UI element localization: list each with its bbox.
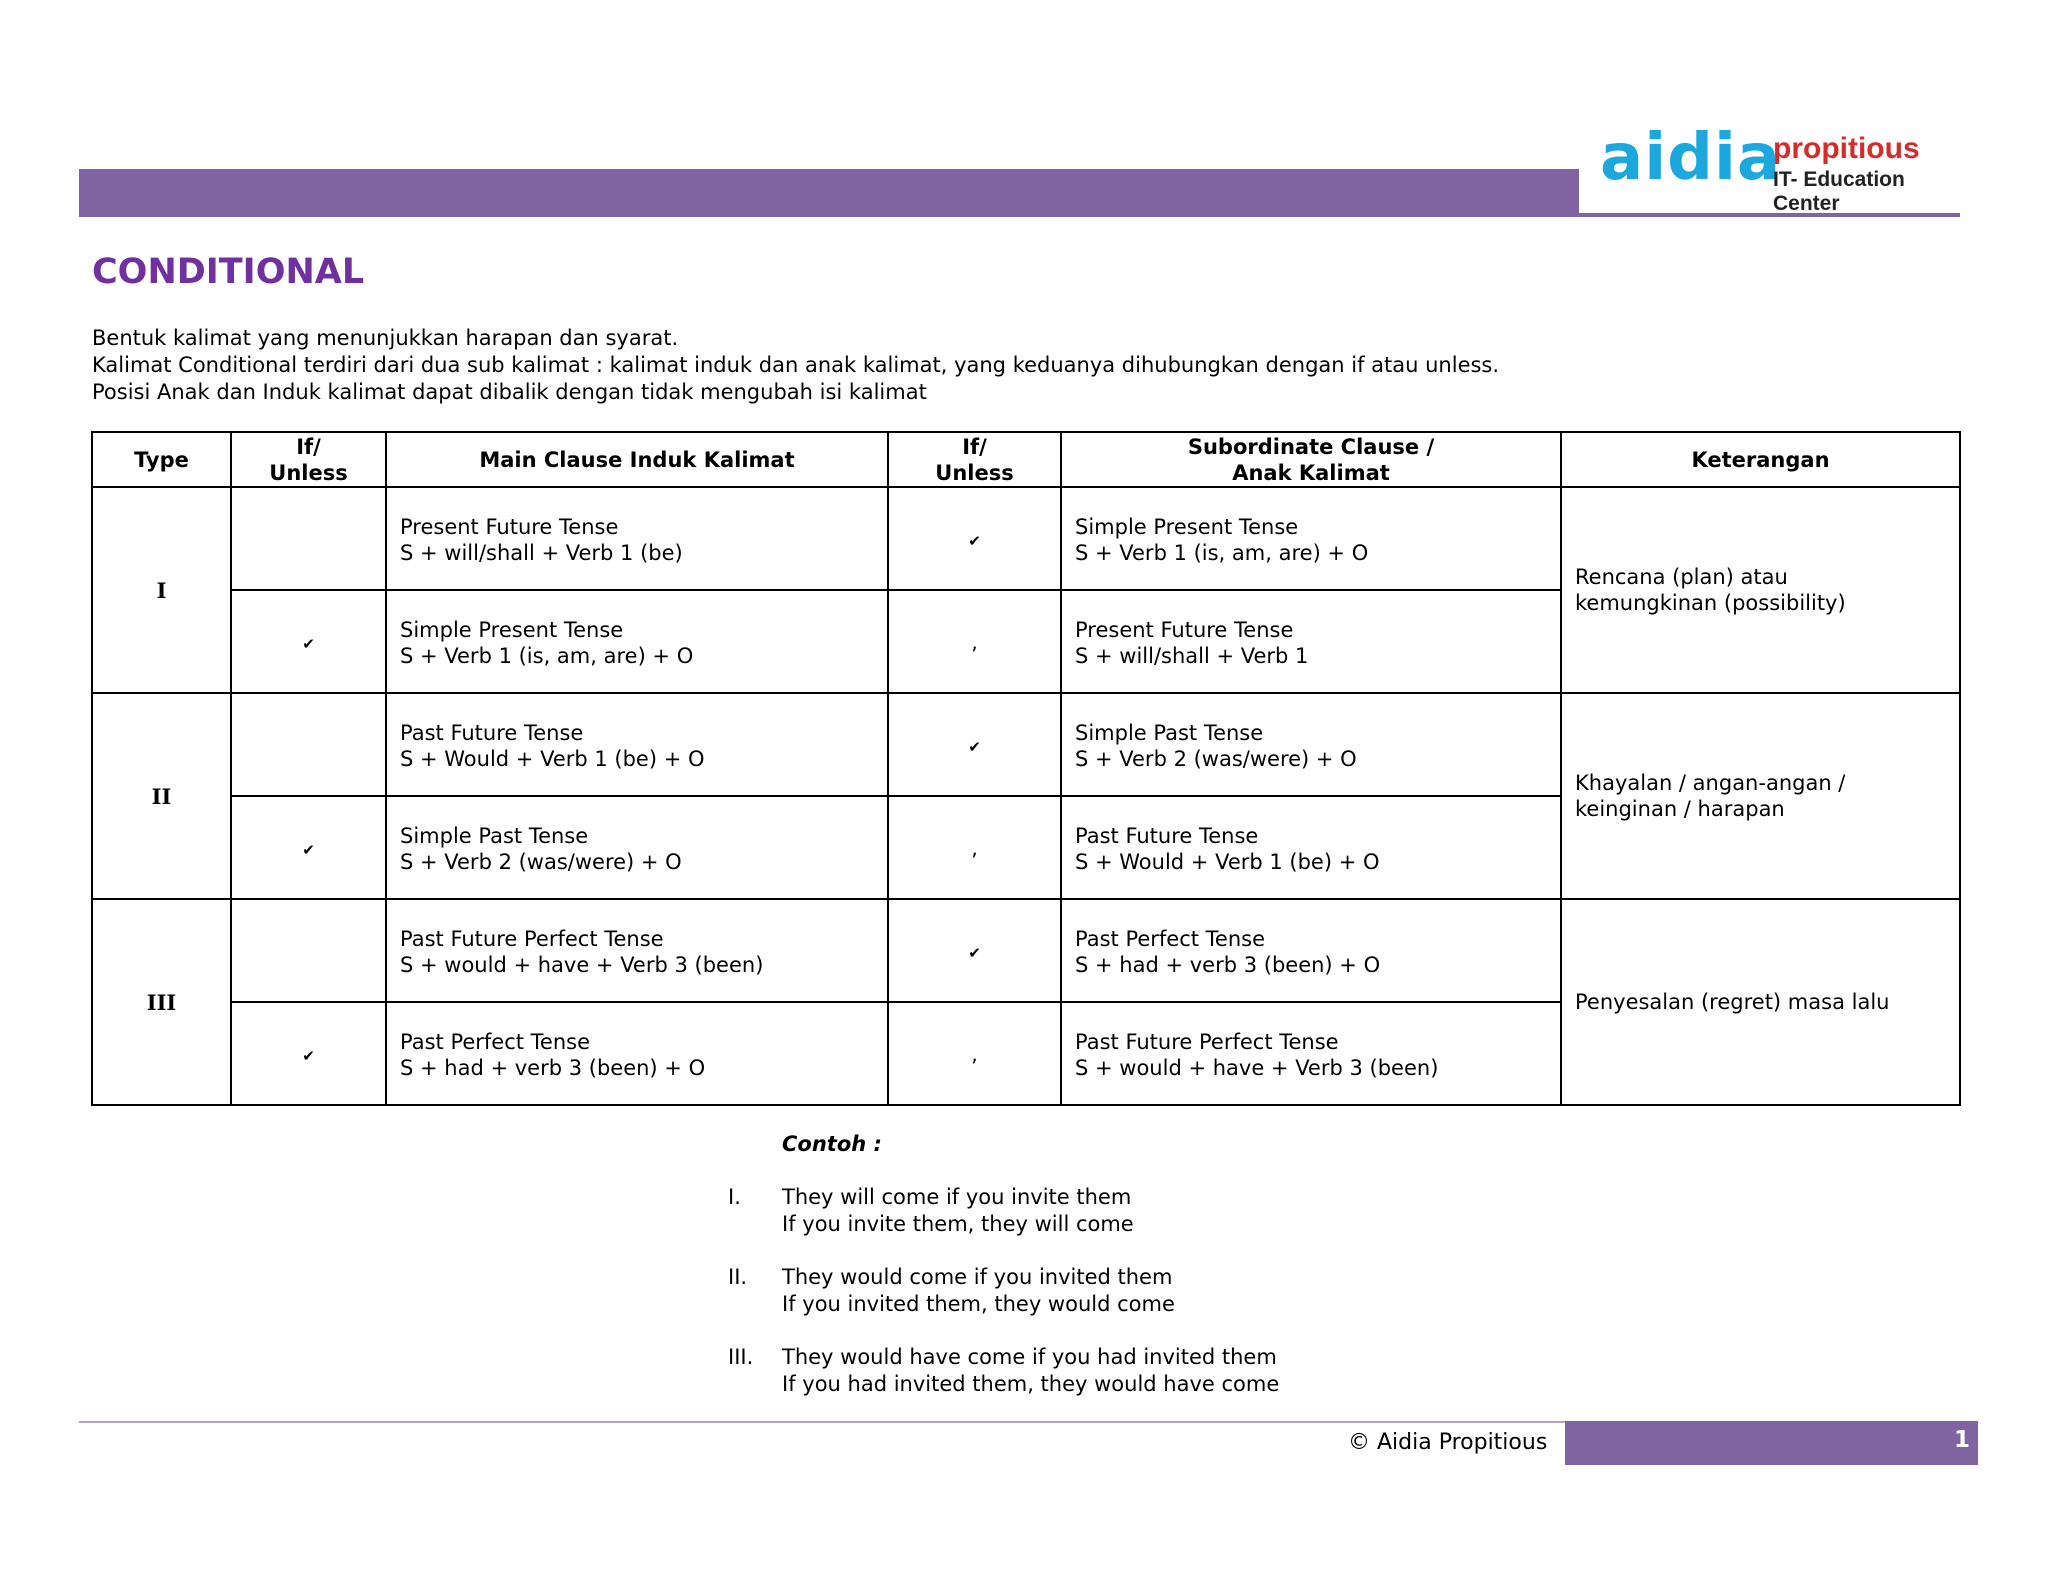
- table-row: [92, 693, 1960, 796]
- if-unless-cell: [888, 899, 1061, 1002]
- header-bar: [79, 169, 1579, 217]
- footer-bar: [1565, 1421, 1978, 1465]
- company-logo: [1600, 121, 1960, 215]
- example-sentence: If you invite them, they will come: [782, 1212, 1134, 1236]
- sub-clause-cell: Present Future Tense S + will/shall + Verb 1: [1061, 590, 1561, 693]
- logo-subtitle: IT- Education Center: [1773, 168, 1905, 215]
- intro-line: Posisi Anak dan Induk kalimat dapat dibalik dengan tidak mengubah isi kalimat: [92, 380, 927, 404]
- sub-clause-cell: Simple Past Tense S + Verb 2 (was/were) + O: [1061, 693, 1561, 796]
- intro-text: [92, 325, 1499, 406]
- main-clause-cell: Simple Past Tense S + Verb 2 (was/were) + O: [386, 796, 888, 899]
- example-number: II.: [728, 1265, 748, 1289]
- if-unless-cell: [231, 487, 386, 590]
- check-icon: ✔: [302, 634, 315, 653]
- header-if-unless: If/ Unless: [888, 432, 1061, 487]
- type-cell: III: [92, 899, 231, 1105]
- examples-heading: Contoh :: [782, 1132, 882, 1156]
- keterangan-cell: Rencana (plan) atau kemungkinan (possibility): [1561, 487, 1960, 693]
- keterangan-cell: Khayalan / angan-angan / keinginan / harapan: [1561, 693, 1960, 899]
- example-number: III.: [728, 1345, 754, 1369]
- main-clause-cell: Past Future Perfect Tense S + would + have + Verb 3 (been): [386, 899, 888, 1002]
- logo-wordmark: aidia: [1600, 121, 1782, 195]
- example-sentence: They would come if you invited them: [782, 1265, 1173, 1289]
- logo-tagline: propitious: [1773, 132, 1920, 165]
- type-cell: I: [92, 487, 231, 693]
- if-unless-cell: [231, 796, 386, 899]
- footer-line: [79, 1421, 1565, 1423]
- if-unless-cell: [888, 487, 1061, 590]
- table-row: [92, 899, 1960, 1002]
- conditional-table: [91, 431, 1961, 1106]
- check-icon: ✔: [968, 531, 981, 550]
- comma-cell: ,: [888, 796, 1061, 899]
- if-unless-cell: [231, 693, 386, 796]
- header-subordinate-clause: Subordinate Clause / Anak Kalimat: [1061, 432, 1561, 487]
- example-item: [728, 1344, 1279, 1398]
- intro-line: Kalimat Conditional terdiri dari dua sub kalimat : kalimat induk dan anak kalimat, yang keduanya dihubungkan dengan if atau unless.: [92, 353, 1500, 377]
- sub-clause-cell: Past Future Perfect Tense S + would + have + Verb 3 (been): [1061, 1002, 1561, 1105]
- sub-clause-cell: Past Future Tense S + Would + Verb 1 (be) + O: [1061, 796, 1561, 899]
- table-row: [92, 487, 1960, 590]
- example-sentence: They would have come if you had invited them: [782, 1345, 1277, 1369]
- comma-cell: ,: [888, 1002, 1061, 1105]
- sub-clause-cell: Simple Present Tense S + Verb 1 (is, am, are) + O: [1061, 487, 1561, 590]
- page-title: CONDITIONAL: [92, 252, 365, 292]
- keterangan-cell: Penyesalan (regret) masa lalu: [1561, 899, 1960, 1105]
- intro-line: Bentuk kalimat yang menunjukkan harapan dan syarat.: [92, 326, 679, 350]
- main-clause-cell: Simple Present Tense S + Verb 1 (is, am, are) + O: [386, 590, 888, 693]
- check-icon: ✔: [968, 737, 981, 756]
- page-number: 1: [1953, 1427, 1970, 1453]
- table-header-row: [92, 432, 1960, 487]
- example-number: I.: [728, 1185, 741, 1209]
- sub-clause-cell: Past Perfect Tense S + had + verb 3 (been) + O: [1061, 899, 1561, 1002]
- type-cell: II: [92, 693, 231, 899]
- main-clause-cell: Past Future Tense S + Would + Verb 1 (be) + O: [386, 693, 888, 796]
- if-unless-cell: [888, 693, 1061, 796]
- examples-section: [728, 1131, 1279, 1424]
- main-clause-cell: Past Perfect Tense S + had + verb 3 (been) + O: [386, 1002, 888, 1105]
- header-type: Type: [92, 432, 231, 487]
- if-unless-cell: [231, 899, 386, 1002]
- comma-cell: ,: [888, 590, 1061, 693]
- check-icon: ✔: [968, 943, 981, 962]
- example-sentence: They will come if you invite them: [782, 1185, 1132, 1209]
- header-keterangan: Keterangan: [1561, 432, 1960, 487]
- header-if-unless: If/ Unless: [231, 432, 386, 487]
- example-item: [728, 1184, 1279, 1238]
- example-item: [728, 1264, 1279, 1318]
- main-clause-cell: Present Future Tense S + will/shall + Verb 1 (be): [386, 487, 888, 590]
- example-sentence: If you had invited them, they would have come: [782, 1372, 1280, 1396]
- if-unless-cell: [231, 1002, 386, 1105]
- header-main-clause: Main Clause Induk Kalimat: [386, 432, 888, 487]
- example-sentence: If you invited them, they would come: [782, 1292, 1175, 1316]
- check-icon: ✔: [302, 1046, 315, 1065]
- if-unless-cell: [231, 590, 386, 693]
- footer-copyright: © Aidia Propitious: [1348, 1430, 1548, 1455]
- check-icon: ✔: [302, 840, 315, 859]
